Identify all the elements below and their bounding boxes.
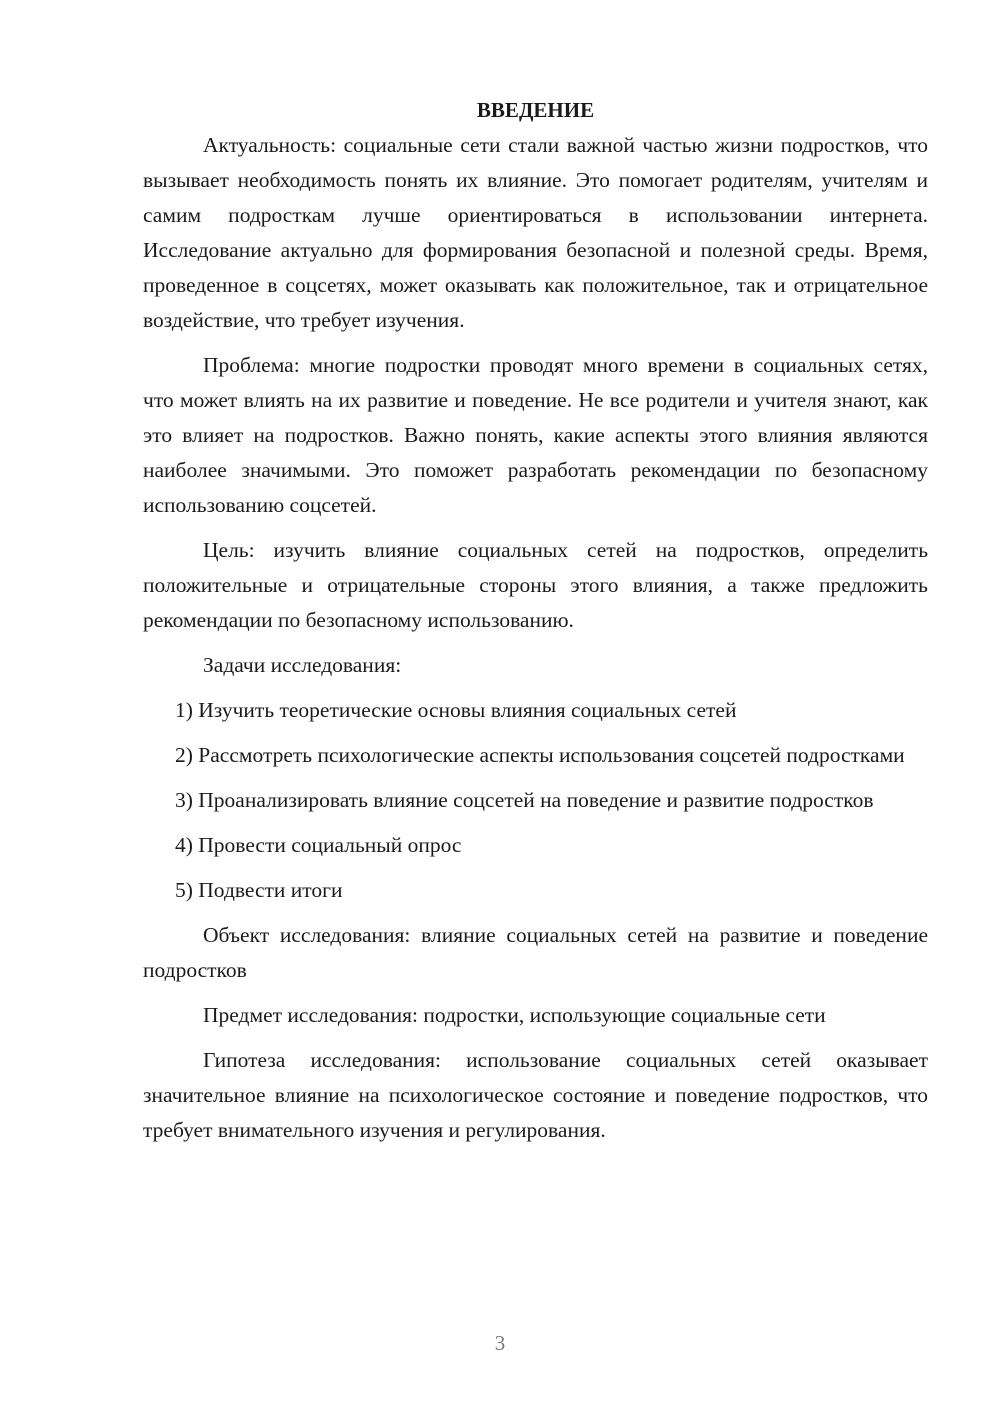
task-item: 1) Изучить теоретические основы влияния социальных сетей bbox=[175, 698, 737, 722]
paragraph-problem: Проблема: многие подростки проводят много времени в социальных сетях, что может влиять на их развитие и поведение. Не все родители и учителя знают, как это влияет на подростков. Важно понять, какие аспекты этого влияния являются наиболее значимыми. Это поможет разработать рекомендации по безопасному использованию соцсетей. bbox=[143, 353, 928, 517]
tasks-heading: Задачи исследования: bbox=[203, 653, 402, 677]
document-page bbox=[143, 93, 928, 1158]
task-item: 3) Проанализировать влияние соцсетей на поведение и развитие подростков bbox=[175, 788, 874, 812]
paragraph-subject: Предмет исследования: подростки, использующие социальные сети bbox=[203, 1003, 826, 1027]
task-item: 2) Рассмотреть психологические аспекты использования соцсетей подростками bbox=[175, 743, 905, 767]
task-item: 5) Подвести итоги bbox=[175, 878, 343, 902]
page-title: ВВЕДЕНИЕ bbox=[476, 98, 595, 122]
paragraph-object: Объект исследования: влияние социальных сетей на развитие и поведение подростков bbox=[143, 923, 928, 982]
task-item: 4) Провести социальный опрос bbox=[175, 833, 462, 857]
page-number: 3 bbox=[494, 1331, 506, 1355]
paragraph-goal: Цель: изучить влияние социальных сетей на подростков, определить положительные и отрицательные стороны этого влияния, а также предложить рекомендации по безопасному использованию. bbox=[143, 538, 928, 632]
paragraph-relevance: Актуальность: социальные сети стали важной частью жизни подростков, что вызывает необходимость понять их влияние. Это помогает родителям, учителям и самим подросткам лучше ориентироваться в использовании интернета. Исследование актуально для формирования безопасной и полезной среды. Время, проведенное в соцсетях, может оказывать как положительное, так и отрицательное воздействие, что требует изучения. bbox=[143, 133, 928, 332]
paragraph-hypothesis: Гипотеза исследования: использование социальных сетей оказывает значительное влияние на психологическое состояние и поведение подростков, что требует внимательного изучения и регулирования. bbox=[143, 1048, 928, 1142]
